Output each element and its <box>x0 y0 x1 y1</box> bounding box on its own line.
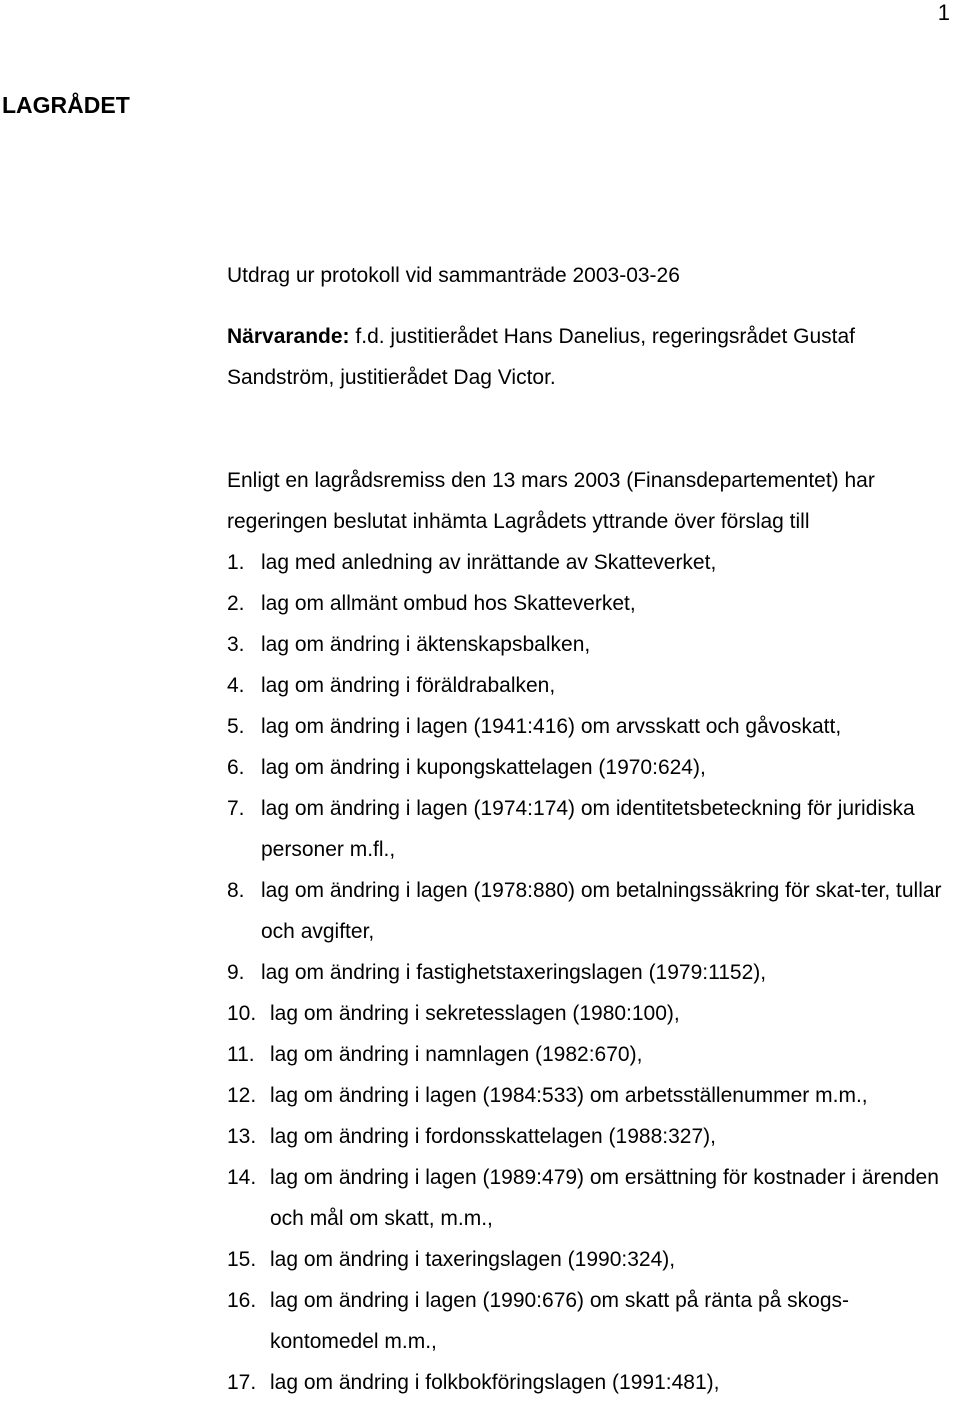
item-text: lag om ändring i lagen (1941:416) om arvsskatt och gåvoskatt, <box>261 715 842 738</box>
item-number: 9. <box>227 961 245 984</box>
item-text: lag om ändring i äktenskapsbalken, <box>261 633 591 656</box>
item-number: 1. <box>227 551 245 574</box>
item-text: lag om ändring i lagen (1990:676) om skatt på ränta på skogs-kontomedel m.m., <box>270 1289 850 1353</box>
present-label: Närvarande: <box>227 325 350 348</box>
item-text: lag om ändring i sekretesslagen (1980:100), <box>270 1002 680 1025</box>
item-text: lag om ändring i folkbokföringslagen (1991:481), <box>270 1371 720 1394</box>
item-number: 13. <box>227 1125 257 1148</box>
item-text: lag om ändring i lagen (1984:533) om arbetsställenummer m.m., <box>270 1084 868 1107</box>
list-item <box>227 665 947 706</box>
item-number: 11. <box>227 1043 255 1066</box>
item-text: lag om allmänt ombud hos Skatteverket, <box>261 592 636 615</box>
present-paragraph <box>227 316 947 398</box>
page-number: 1 <box>937 0 950 25</box>
item-text: lag om ändring i namnlagen (1982:670), <box>270 1043 643 1066</box>
item-number: 5. <box>227 715 245 738</box>
list-item <box>227 1034 947 1075</box>
document-heading: LAGRÅDET <box>2 92 130 118</box>
item-text: lag om ändring i fastighetstaxeringslagen (1979:1152), <box>261 961 767 984</box>
list-item <box>227 1239 947 1280</box>
item-number: 17. <box>227 1371 257 1394</box>
list-item <box>227 993 947 1034</box>
item-text: lag om ändring i föräldrabalken, <box>261 674 556 697</box>
list-item <box>227 1157 947 1239</box>
list-item <box>227 624 947 665</box>
item-text: lag om ändring i fordonsskattelagen (1988:327), <box>270 1125 716 1148</box>
item-number: 6. <box>227 756 245 779</box>
list-item <box>227 870 947 952</box>
item-number: 4. <box>227 674 245 697</box>
list-item <box>227 788 947 870</box>
item-number: 7. <box>227 797 245 820</box>
item-number: 10. <box>227 1002 257 1025</box>
list-item <box>227 1280 947 1362</box>
list-item <box>227 542 947 583</box>
list-item <box>227 1116 947 1157</box>
item-text: lag om ändring i kupongskattelagen (1970:624), <box>261 756 706 779</box>
item-number: 14. <box>227 1166 257 1189</box>
protocol-line: Utdrag ur protokoll vid sammanträde 2003-03-26 <box>227 264 680 287</box>
list-item <box>227 1362 947 1403</box>
item-text: lag med anledning av inrättande av Skatteverket, <box>261 551 717 574</box>
list-item <box>227 747 947 788</box>
item-number: 3. <box>227 633 245 656</box>
item-text: lag om ändring i taxeringslagen (1990:324), <box>270 1248 676 1271</box>
list-item <box>227 706 947 747</box>
list-item <box>227 952 947 993</box>
law-list <box>227 542 947 1403</box>
present-text: f.d. justitierådet Hans Danelius, regeringsrådet Gustaf Sandström, justitierådet Dag Victor. <box>227 325 855 389</box>
intro-paragraph: Enligt en lagrådsremiss den 13 mars 2003 (Finansdepartementet) har regeringen beslutat inhämta Lagrådets yttrande över förslag till <box>227 469 875 533</box>
item-number: 2. <box>227 592 245 615</box>
list-item <box>227 1075 947 1116</box>
item-text: lag om ändring i lagen (1989:479) om ersättning för kostnader i ärenden och mål om skatt, m.m., <box>270 1166 939 1230</box>
item-text: lag om ändring i lagen (1974:174) om identitetsbeteckning för juridiska personer m.fl., <box>261 797 915 861</box>
item-number: 8. <box>227 879 245 902</box>
item-text: lag om ändring i lagen (1978:880) om betalningssäkring för skat-ter, tullar och avgifter, <box>261 879 942 943</box>
item-number: 12. <box>227 1084 257 1107</box>
item-number: 16. <box>227 1289 257 1312</box>
item-number: 15. <box>227 1248 257 1271</box>
list-item <box>227 583 947 624</box>
